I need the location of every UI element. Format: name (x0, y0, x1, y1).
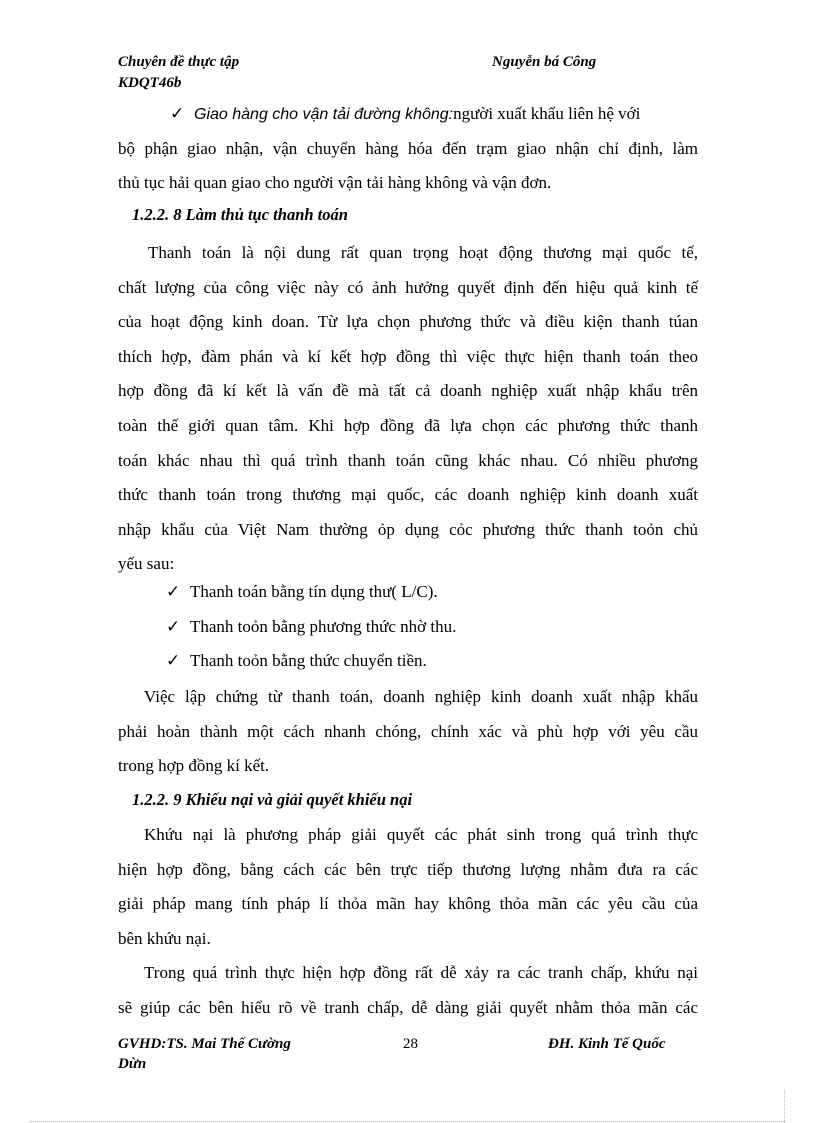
complaint-line: bên khứu nại. (118, 928, 211, 948)
page-border-corner (784, 1090, 785, 1123)
payment-paragraph (118, 236, 698, 582)
complaint-line: hiện hợp đồng, bằng cách các bên trực tiếp thương lượng nhằm đưa ra các (118, 859, 698, 879)
check-icon: ✓ (170, 104, 185, 123)
bullet-item-collection (166, 617, 456, 637)
page-number: 28 (403, 1036, 418, 1052)
intro-line-2: bộ phận giao nhận, vận chuyển hàng hóa đến trạm giao nhận chỉ định, làm (118, 138, 698, 158)
check-icon: ✓ (166, 651, 181, 670)
section-heading-1-2-2-8: 1.2.2. 8 Làm thủ tục thanh toán (132, 205, 348, 224)
complaint-line: Khứu nại là phương pháp giải quyết các phát sinh trong quá trình thực (144, 825, 698, 844)
section-heading-1-2-2-9: 1.2.2. 9 Khiếu nại và giải quyết khiếu nại (132, 790, 413, 809)
footer-university: ĐH. Kinh Tế Quốc (548, 1036, 666, 1052)
bullet-item-lc (166, 582, 438, 602)
payment-line: hợp đồng đã kí kết là vấn đề mà tất cả doanh nghiệp xuất nhập khẩu trên (118, 381, 698, 401)
payment-line: của hoạt động kinh doan. Từ lựa chọn phương thức và điều kiện thanh túan (118, 312, 698, 332)
payment-line: nhập khẩu của Việt Nam thường ỏp dụng cỏc phương thức thanh toỏn chủ (118, 519, 698, 539)
payment-line: yếu sau: (118, 554, 175, 574)
payment-line: toàn thế giới quan tâm. Khi hợp đồng đã lựa chọn các phương thức thanh (118, 415, 698, 435)
bullet-text: Thanh toán bằng tín dụng thư( L/C). (190, 582, 438, 601)
bullet-text: Thanh toỏn bằng thức chuyển tiền. (190, 651, 427, 670)
header-author: Nguyễn bá Công (492, 54, 597, 70)
page-border-bottom (30, 1121, 786, 1122)
bullet-item-transfer (166, 651, 427, 671)
payment-line: thích hợp, đàm phán và kí kết hợp đồng thì việc thực hiện thanh toán theo (118, 346, 698, 366)
dispute-line: sẽ giúp các bên hiểu rõ về tranh chấp, dễ dàng giải quyết nhằm thỏa mãn các (118, 997, 698, 1017)
footer-supervisor-cont: Dừn (118, 1056, 147, 1072)
payment-line: toán khác nhau thì quá trình thanh toán cũng khác nhau. Có nhiều phương (118, 450, 698, 470)
intro-italic-lead: Giao hàng cho vận tải đường không: (194, 106, 454, 123)
dispute-paragraph (118, 956, 698, 1025)
header-course: Chuyên đề thực tập (118, 54, 240, 70)
intro-line-3: thủ tục hải quan giao cho người vận tải hàng không và vận đơn. (118, 173, 552, 193)
check-icon: ✓ (166, 617, 181, 636)
header-class: KDQT46b (118, 75, 182, 91)
payment-line: thức thanh toán trong thương mại quốc, các doanh nghiệp kinh doanh xuất (118, 485, 698, 505)
intro-paragraph (118, 97, 698, 201)
intro-line-1 (118, 97, 698, 132)
dispute-line: Trong quá trình thực hiện hợp đồng rất dễ xảy ra các tranh chấp, khứu nại (144, 963, 698, 982)
intro-line-1-rest: người xuất khẩu liên hệ với (453, 104, 641, 123)
complaint-line: giải pháp mang tính pháp lí thỏa mãn hay không thỏa mãn các yêu cầu của (118, 894, 698, 914)
footer-supervisor: GVHD:TS. Mai Thế Cường (118, 1036, 291, 1052)
documents-line: phải hoàn thành một cách nhanh chóng, chính xác và phù hợp với yêu cầu (118, 721, 698, 741)
bullet-text: Thanh toỏn bằng phương thức nhờ thu. (190, 617, 457, 636)
payment-line: chất lượng của công việc này có ảnh hưởng quyết định đến hiệu quả kinh tế (118, 277, 698, 297)
documents-line: Việc lập chứng từ thanh toán, doanh nghiệp kinh doanh xuất nhập khẩu (144, 687, 698, 706)
payment-line: Thanh toán là nội dung rất quan trọng hoạt động thương mại quốc tế, (148, 243, 698, 262)
documents-line: trong hợp đồng kí kết. (118, 756, 270, 776)
check-icon: ✓ (166, 582, 181, 601)
documents-paragraph (118, 680, 698, 784)
complaint-paragraph (118, 818, 698, 956)
